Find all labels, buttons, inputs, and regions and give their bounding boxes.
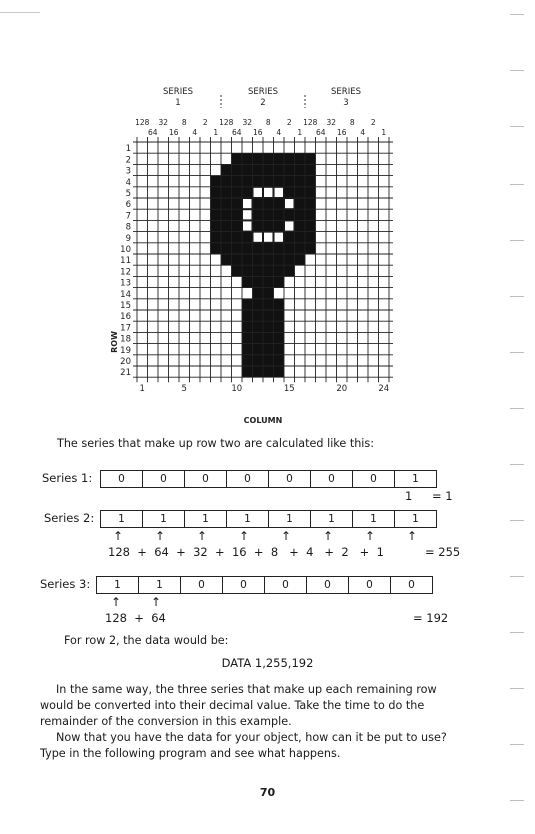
filled-cell — [263, 332, 274, 343]
filled-cell — [295, 254, 306, 265]
filled-cell — [295, 209, 306, 220]
series-1-bits — [100, 470, 437, 488]
letter-cell — [243, 221, 252, 230]
letter-cell — [264, 233, 273, 242]
margin-mark — [510, 744, 524, 745]
letter-cell — [275, 233, 284, 242]
filled-cell — [263, 243, 274, 254]
filled-cell — [274, 153, 285, 164]
filled-cell — [295, 176, 306, 187]
letter-cell — [275, 188, 284, 197]
filled-cell — [263, 220, 274, 231]
filled-cell — [221, 164, 232, 175]
filled-cell — [232, 187, 243, 198]
filled-cell — [242, 243, 253, 254]
bit-cell: 1 — [412, 513, 419, 525]
series-header-3 — [331, 87, 361, 108]
bit-cell: 1 — [353, 511, 395, 527]
series-2-sum: 128 + 64 + 32 + 16 + 8 + 4 + 2 + 1 — [108, 545, 384, 559]
row-number: 15 — [120, 301, 131, 311]
up-arrow-icon: ↑ — [239, 529, 250, 543]
filled-cell — [284, 254, 295, 265]
bit-value-label: 64 — [231, 128, 242, 137]
letter-cell — [254, 233, 263, 242]
filled-cell — [274, 254, 285, 265]
filled-cell — [284, 243, 295, 254]
filled-cell — [242, 187, 253, 198]
bit-cell: 0 — [349, 577, 391, 593]
filled-cell — [242, 254, 253, 265]
filled-cell — [274, 198, 285, 209]
bit-cell: 1 — [101, 511, 143, 527]
filled-cell — [211, 209, 222, 220]
bit-value-label: 4 — [360, 128, 366, 137]
paragraph-1-line: remainder of the conversion in this example. — [40, 715, 292, 728]
row-number: 21 — [120, 368, 131, 379]
filled-cell — [253, 164, 264, 175]
filled-cell — [284, 164, 295, 175]
row-number: 2 — [125, 155, 131, 166]
bit-cell: 0 — [408, 579, 415, 591]
bit-cell: 0 — [227, 471, 269, 487]
filled-cell — [263, 366, 274, 377]
paragraph-1-line: would be converted into their decimal value. Take the time to do the — [40, 699, 425, 712]
column-number: 5 — [181, 384, 187, 395]
column-number: 10 — [231, 384, 243, 395]
filled-cell — [284, 153, 295, 164]
filled-cell — [242, 310, 253, 321]
filled-cell — [253, 254, 264, 265]
margin-mark — [510, 14, 524, 15]
filled-cell — [253, 265, 264, 276]
filled-cell — [263, 288, 274, 299]
filled-cell — [221, 254, 232, 265]
row-number: 1 — [125, 144, 131, 155]
filled-cell — [242, 276, 253, 287]
letter-cell — [285, 199, 294, 208]
bit-cell: 0 — [353, 471, 395, 487]
filled-cell — [221, 176, 232, 187]
filled-cell — [221, 198, 232, 209]
filled-cell — [263, 276, 274, 287]
filled-cell — [263, 310, 274, 321]
series-header-number: 2 — [260, 98, 266, 108]
filled-cell — [263, 254, 274, 265]
series-3-sum: 128 + 64 — [105, 611, 166, 625]
filled-cell — [232, 209, 243, 220]
filled-cell — [263, 355, 274, 366]
filled-cell — [284, 209, 295, 220]
series-header-number: 3 — [343, 98, 349, 108]
bit-cell: 0 — [101, 471, 143, 487]
bit-values-top — [135, 118, 376, 127]
bit-value-label: 16 — [336, 128, 347, 137]
bit-value-label: 32 — [242, 118, 253, 127]
filled-cell — [305, 232, 316, 243]
row-numbers — [120, 144, 131, 378]
filled-cell — [253, 344, 264, 355]
bit-cell: 1 — [185, 511, 227, 527]
bit-cell: 1 — [311, 511, 353, 527]
filled-cell — [211, 176, 222, 187]
filled-cell — [305, 176, 316, 187]
column-numbers — [140, 384, 390, 394]
filled-cell — [242, 232, 253, 243]
filled-cell — [263, 176, 274, 187]
filled-cell — [242, 355, 253, 366]
filled-cell — [232, 254, 243, 265]
filled-cell — [253, 176, 264, 187]
margin-mark — [510, 520, 524, 521]
filled-cell — [232, 220, 243, 231]
filled-cell — [274, 366, 285, 377]
row-number: 14 — [120, 289, 131, 300]
filled-cell — [305, 164, 316, 175]
grid-lines — [133, 137, 393, 382]
filled-cell — [305, 198, 316, 209]
paragraph-2-line: Now that you have the data for your object, how can it be put to use? — [56, 731, 447, 744]
row2-intro-text: For row 2, the data would be: — [64, 634, 229, 647]
filled-cell — [242, 366, 253, 377]
filled-cell — [263, 265, 274, 276]
filled-cell — [274, 220, 285, 231]
bit-cell: 0 — [185, 471, 227, 487]
filled-cell — [274, 265, 285, 276]
column-number: 20 — [336, 384, 348, 395]
bit-value-label: 8 — [265, 118, 271, 127]
filled-cell — [274, 243, 285, 254]
filled-cell — [274, 344, 285, 355]
filled-cell — [305, 209, 316, 220]
up-arrow-icon: ↑ — [111, 595, 122, 609]
filled-cell — [305, 220, 316, 231]
filled-cell — [295, 164, 306, 175]
column-number: 15 — [283, 384, 295, 395]
filled-cell — [242, 332, 253, 343]
filled-cell — [295, 243, 306, 254]
filled-cell — [221, 209, 232, 220]
filled-cell — [221, 187, 232, 198]
bit-value-label: 8 — [349, 118, 355, 127]
letter-cell — [285, 221, 294, 230]
filled-cell — [221, 243, 232, 254]
margin-mark — [510, 576, 524, 577]
column-number: 1 — [139, 384, 145, 395]
bit-value-label: 2 — [370, 118, 376, 127]
bit-cell: 1 — [269, 511, 311, 527]
row-number: 10 — [120, 245, 131, 255]
letter-cell — [243, 210, 252, 219]
filled-cell — [253, 209, 264, 220]
filled-cell — [295, 187, 306, 198]
letter-cell — [243, 199, 252, 208]
series-1-result: = 1 — [432, 489, 453, 503]
filled-cell — [221, 232, 232, 243]
bit-cell: 1 — [412, 473, 419, 485]
filled-cell — [232, 153, 243, 164]
margin-mark — [510, 688, 524, 689]
bit-cell: 0 — [269, 471, 311, 487]
filled-cell — [274, 332, 285, 343]
row-number: 5 — [125, 189, 131, 199]
bit-value-label: 128 — [303, 118, 318, 127]
series-header-label: SERIES — [331, 87, 361, 97]
filled-cell — [253, 198, 264, 209]
filled-cell — [221, 220, 232, 231]
bit-value-label: 16 — [252, 128, 263, 137]
up-arrow-icon: ↑ — [407, 529, 418, 543]
filled-cell — [242, 153, 253, 164]
filled-cell — [284, 265, 295, 276]
letter-cell — [254, 188, 263, 197]
filled-cell — [253, 299, 264, 310]
filled-cell — [242, 344, 253, 355]
up-arrow-icon: ↑ — [151, 595, 162, 609]
bit-value-label: 1 — [213, 128, 219, 137]
series-3-bits — [96, 576, 433, 594]
row-number: 18 — [120, 334, 131, 345]
series-header-number: 1 — [175, 98, 181, 108]
filled-cell — [253, 310, 264, 321]
bit-cell: 0 — [265, 577, 307, 593]
filled-cell — [295, 198, 306, 209]
filled-cell — [253, 288, 264, 299]
margin-mark — [510, 800, 524, 801]
row-number: 11 — [120, 256, 131, 267]
up-arrow-icon: ↑ — [113, 529, 124, 543]
bit-cell: 0 — [307, 577, 349, 593]
filled-cell — [263, 198, 274, 209]
bit-value-label: 64 — [315, 128, 326, 137]
row-number: 16 — [120, 312, 131, 323]
paragraph-2 — [40, 730, 490, 762]
page-number: 70 — [259, 786, 276, 799]
filled-cell — [263, 209, 274, 220]
filled-cell — [242, 299, 253, 310]
row-number: 19 — [120, 345, 131, 356]
filled-cell — [211, 220, 222, 231]
bit-cell: 1 — [227, 511, 269, 527]
bit-value-label: 128 — [135, 118, 150, 127]
filled-cell — [274, 355, 285, 366]
filled-cell — [263, 299, 274, 310]
series-3-result: = 192 — [413, 611, 449, 625]
column-axis-label: COLUMN — [243, 416, 283, 425]
margin-mark — [510, 632, 524, 633]
filled-cell — [242, 164, 253, 175]
filled-cell — [305, 243, 316, 254]
filled-cell — [211, 187, 222, 198]
filled-cell — [263, 344, 274, 355]
filled-cell — [232, 265, 243, 276]
filled-cell — [263, 153, 274, 164]
row-number: 13 — [120, 278, 131, 289]
filled-cell — [253, 153, 264, 164]
row-number: 9 — [125, 233, 131, 244]
filled-cell — [253, 243, 264, 254]
up-arrow-icon: ↑ — [197, 529, 208, 543]
filled-cell — [232, 243, 243, 254]
series-1-label: Series 1: — [42, 471, 93, 485]
letter-cell — [264, 188, 273, 197]
row-number: 8 — [125, 222, 131, 233]
intro-text: The series that make up row two are calculated like this: — [57, 437, 375, 450]
filled-cell — [274, 276, 285, 287]
row-number: 6 — [125, 200, 131, 211]
filled-cell — [232, 198, 243, 209]
filled-cell — [211, 198, 222, 209]
filled-cell — [284, 176, 295, 187]
series-2-result: = 255 — [425, 545, 461, 559]
margin-mark — [510, 464, 524, 465]
data-statement: DATA 1,255,192 — [221, 656, 314, 670]
filled-cell — [274, 176, 285, 187]
row-number: 7 — [125, 211, 131, 222]
filled-cell — [263, 321, 274, 332]
margin-mark — [510, 70, 524, 71]
filled-cell — [253, 366, 264, 377]
bit-value-label: 1 — [297, 128, 303, 137]
filled-cell — [253, 332, 264, 343]
filled-cell — [274, 299, 285, 310]
filled-cell — [284, 232, 295, 243]
filled-cell — [232, 164, 243, 175]
filled-cell — [295, 153, 306, 164]
paragraph-1-line: In the same way, the three series that make up each remaining row — [56, 683, 437, 696]
filled-cell — [295, 220, 306, 231]
filled-cell — [211, 232, 222, 243]
filled-cell — [274, 310, 285, 321]
filled-cell — [263, 164, 274, 175]
series-header-label: SERIES — [163, 87, 193, 97]
filled-cell — [232, 176, 243, 187]
filled-cell — [274, 164, 285, 175]
filled-cell — [253, 276, 264, 287]
up-arrow-icon: ↑ — [323, 529, 334, 543]
column-number: 24 — [378, 384, 390, 395]
paragraph-2-line: Type in the following program and see what happens. — [40, 747, 341, 760]
up-arrow-icon: ↑ — [281, 529, 292, 543]
bit-value-label: 64 — [147, 128, 158, 137]
bit-values-bottom — [148, 128, 386, 137]
filled-cell — [242, 176, 253, 187]
filled-cell — [295, 232, 306, 243]
bit-cell: 0 — [143, 471, 185, 487]
row-number: 12 — [120, 267, 131, 278]
series-2-label: Series 2: — [44, 511, 95, 525]
filled-cell — [242, 265, 253, 276]
bit-cell: 0 — [311, 471, 353, 487]
row-number: 3 — [125, 166, 131, 177]
bit-value-label: 1 — [381, 128, 387, 137]
bit-cell: 0 — [181, 577, 223, 593]
bit-cell: 0 — [223, 577, 265, 593]
bit-value-label: 2 — [202, 118, 208, 127]
paragraph-1 — [40, 682, 490, 730]
bit-value-label: 4 — [276, 128, 282, 137]
filled-cell — [284, 187, 295, 198]
series-header-label: SERIES — [248, 87, 278, 97]
filled-cell — [232, 232, 243, 243]
bit-cell: 1 — [97, 577, 139, 593]
row-axis-label: ROW — [110, 331, 119, 353]
series-header-1 — [163, 87, 193, 108]
bit-value-label: 2 — [286, 118, 292, 127]
filled-cell — [305, 187, 316, 198]
bit-cell: 1 — [139, 577, 181, 593]
bit-value-label: 32 — [158, 118, 169, 127]
bit-value-label: 128 — [219, 118, 234, 127]
series-header-2 — [248, 87, 278, 108]
filled-cell — [242, 321, 253, 332]
bit-value-label: 4 — [192, 128, 198, 137]
filled-cell — [274, 321, 285, 332]
filled-cell — [274, 209, 285, 220]
bit-cell: 1 — [143, 511, 185, 527]
series-1-sum: 1 — [405, 489, 413, 503]
row-number: 4 — [125, 177, 131, 188]
bitmap-grid-figure — [0, 80, 535, 430]
bit-value-label: 16 — [168, 128, 179, 137]
row-number: 20 — [120, 357, 131, 367]
filled-cell — [253, 220, 264, 231]
bit-value-label: 32 — [326, 118, 337, 127]
series-3-label: Series 3: — [40, 577, 91, 591]
filled-cell — [305, 153, 316, 164]
up-arrow-icon: ↑ — [365, 529, 376, 543]
filled-cell — [211, 243, 222, 254]
up-arrow-icon: ↑ — [155, 529, 166, 543]
row-number: 17 — [120, 323, 131, 334]
series-2-bits — [100, 510, 437, 528]
filled-cell — [253, 321, 264, 332]
filled-cell — [253, 355, 264, 366]
bit-value-label: 8 — [181, 118, 187, 127]
top-edge-mark — [0, 12, 40, 13]
